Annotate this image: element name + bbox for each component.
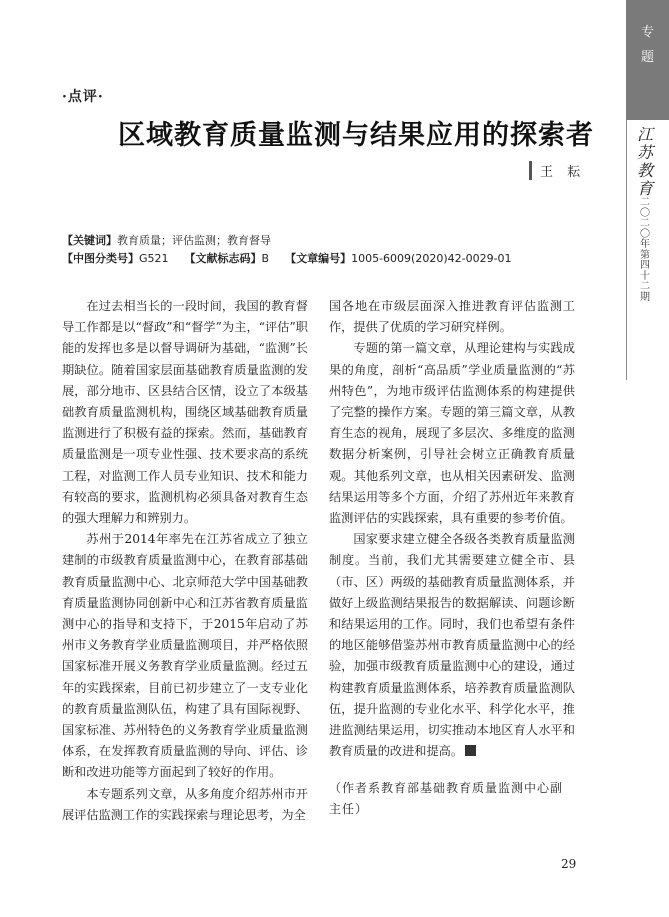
classification-line xyxy=(62,250,512,266)
paragraph: 国各地在市级层面深入推进教育评估监测工作，提供了优质的学习研究样例。 xyxy=(329,299,575,335)
paragraph: 本专题系列文章，从多角度介绍苏州市开展评估监测工作的实践探索与理论思考，为全 xyxy=(62,786,308,822)
doc-code-label: 【文献标志码】 xyxy=(184,252,262,265)
clc-label: 【中图分类号】 xyxy=(62,252,139,265)
article-number-value: 1005-6009(2020)42-0029-01 xyxy=(351,252,512,265)
keywords-line xyxy=(62,232,271,248)
margin-rule xyxy=(626,120,627,380)
section-tab-char-2: 题 xyxy=(640,50,654,65)
paragraph: 在过去相当长的一段时间，我国的教育督导工作都是以“督政”和“督学”为主，“评估”职能的发挥也多是以督导调研为基础，“监测”长期缺位。随着国家层面基础教育质量监测的发展，部分地市、区县结合区情，设立了本级基础教育质量监测机构，围绕区域基础教育质量监测进行了积极有益的探索。然而，基础教育质量监测是一项专业性强、技术要求高的系统工程，对监测工作人员专业知识、技术和能力有较高的要求，监测机构必须具备对教育生态的强大理解力和辨别力。 xyxy=(62,299,308,526)
section-label: ·点评· xyxy=(62,89,104,105)
section-tab-char-1: 专 xyxy=(640,25,654,40)
journal-issue: 二〇二〇年第四十二期 xyxy=(640,197,650,303)
body-column-left xyxy=(62,296,308,826)
keywords-label: 【关键词】 xyxy=(62,234,117,247)
journal-name: 江苏教育 xyxy=(636,125,653,198)
keywords-value: 教育质量；评估监测；教育督导 xyxy=(117,234,271,247)
paragraph: 专题的第一篇文章，从理论建构与实践成果的角度，剖析“高品质”学业质量监测的“苏州特色”，为地市级评估监测体系的构建提供了完整的操作方案。专题的第三篇文章，从教育生态的视角，展现了多层次、多维度的监测数据分析案例，引导社会树立正确教育质量观。其他系列文章，也从相关因素研发、监测结果运用等多个方面，介绍了苏州近年来教育监测评估的实践探索，具有重要的参考价值。 xyxy=(329,341,575,526)
page-number: 29 xyxy=(561,857,577,871)
article-title: 区域教育质量监测与结果应用的探索者 xyxy=(118,120,594,151)
article-number-label: 【文章编号】 xyxy=(285,252,352,265)
paragraph-text: 国家要求建立健全各级各类教育质量监测制度。当前，我们尤其需要建立健全市、县（市、区）两级的基础教育质量监测体系，并做好上级监测结果报告的数据解读、问题诊断和结果运用的工作。同时，我们也希望有条件的地区能够借鉴苏州市教育质量监测中心的经验，加强市级教育质量监测中心的建设，通过构建教育质量监测体系，培养教育质量监测队伍，提升监测的专业化水平、科学化水平，推进监测结果运用，切实推动本地区育人水平和教育质量的改进和提高。 xyxy=(329,532,575,759)
author-note: （作者系教育部基础教育质量监测中心副主任） xyxy=(329,781,564,816)
paragraph: 苏州于2014年率先在江苏省成立了独立建制的市级教育质量监测中心，在教育部基础教育质量监测中心、北京师范大学中国基础教育质量监测协同创新中心和江苏省教育质量监测中心的指导和支持下，于2015年启动了苏州市义务教育学业质量监测项目，并严格依照国家标准开展义务教育学业质量监测。经过五年的实践探索，目前已初步建立了一支专业化的教育质量监测队伍，构建了具有国际视野、国家标准、苏州特色的义务教育学业质量监测体系，在发挥教育质量监测的导向、评估、诊断和改进功能等方面起到了较好的作用。 xyxy=(62,532,308,780)
body-column-right xyxy=(329,296,575,762)
doc-code-value: B xyxy=(261,252,270,265)
paragraph xyxy=(329,529,575,762)
clc-value: G521 xyxy=(139,252,169,265)
author-name: 王 耘 xyxy=(529,161,585,180)
section-tab xyxy=(626,0,669,120)
end-mark-icon xyxy=(465,745,476,756)
